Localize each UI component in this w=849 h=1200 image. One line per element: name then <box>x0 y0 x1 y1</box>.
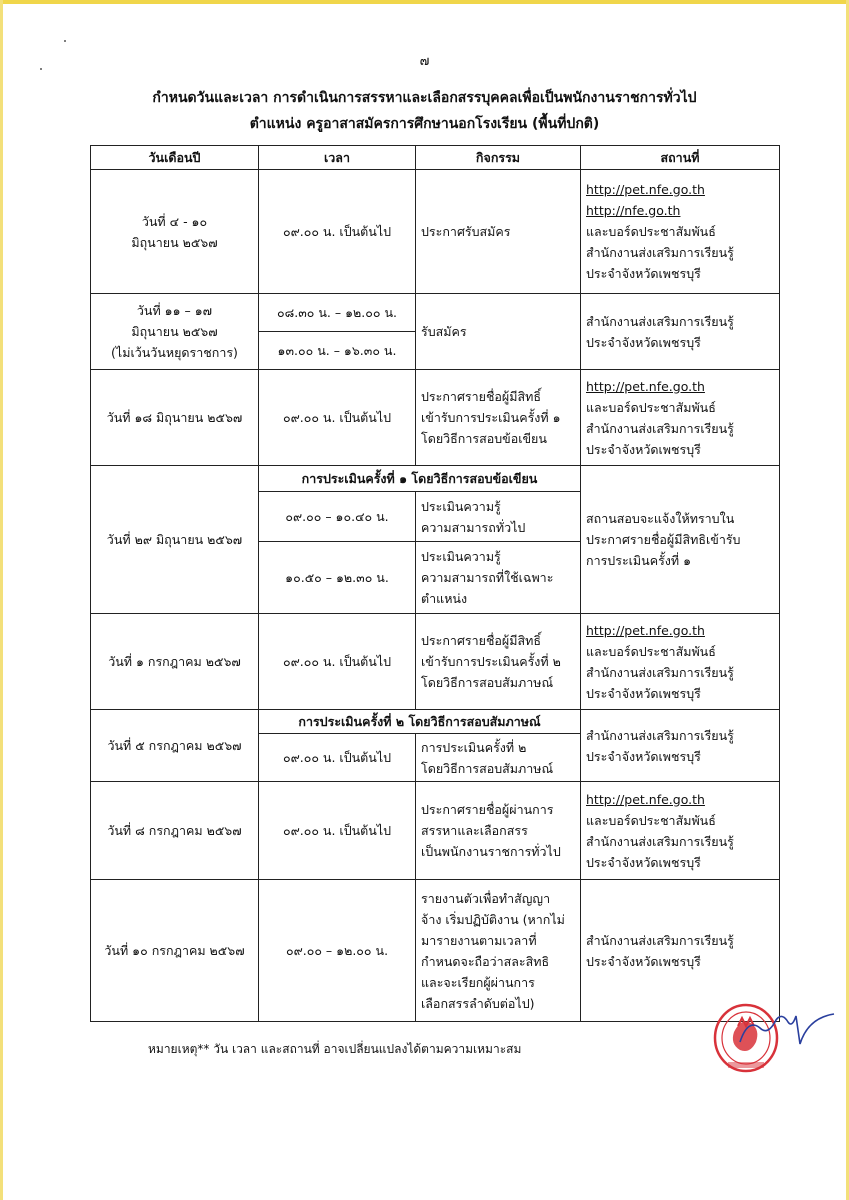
place-cell: สำนักงานส่งเสริมการเรียนรู้ ประจำจังหวัดเพชรบุรี <box>581 880 780 1022</box>
activity-cell: รายงานตัวเพื่อทำสัญญา จ้าง เริ่มปฏิบัติงาน (หากไม่ มารายงานตามเวลาที่ กำหนดจะถือว่าสละสิทธิ และจะเรียกผู้ผ่านการ เลือกสรรลำดับต่อไป) <box>416 880 581 1022</box>
activity-cell: การประเมินครั้งที่ ๒ โดยวิธีการสอบสัมภาษณ์ <box>416 734 581 782</box>
activity-cell: รับสมัคร <box>416 294 581 370</box>
assessment-subheader: การประเมินครั้งที่ ๑ โดยวิธีการสอบข้อเขียน <box>259 466 581 492</box>
header-activity: กิจกรรม <box>416 146 581 170</box>
table-row <box>91 370 780 466</box>
activity-cell: ประกาศรับสมัคร <box>416 170 581 294</box>
table-row <box>91 614 780 710</box>
time-cell: ๐๙.๐๐ น. เป็นต้นไป <box>259 614 416 710</box>
activity-cell: ประเมินความรู้ ความสามารถที่ใช้เฉพาะ ตำแหน่ง <box>416 542 581 614</box>
time-cell: ๐๙.๐๐ น. เป็นต้นไป <box>259 370 416 466</box>
time-cell: ๐๘.๓๐ น. – ๑๒.๐๐ น. <box>259 294 416 332</box>
table-row <box>91 170 780 294</box>
table-row <box>91 466 780 492</box>
website-link[interactable]: http://pet.nfe.go.th <box>586 182 705 197</box>
place-cell: http://pet.nfe.go.th http://nfe.go.th และบอร์ดประชาสัมพันธ์ สำนักงานส่งเสริมการเรียนรู้ ประจำจังหวัดเพชรบุรี <box>581 170 780 294</box>
assessment-subheader: การประเมินครั้งที่ ๒ โดยวิธีการสอบสัมภาษณ์ <box>259 710 581 734</box>
website-link[interactable]: http://pet.nfe.go.th <box>586 622 705 638</box>
handwritten-signature <box>738 1008 838 1048</box>
activity-cell: ประกาศรายชื่อผู้ผ่านการ สรรหาและเลือกสรร เป็นพนักงานราชการทั่วไป <box>416 782 581 880</box>
schedule-table <box>90 145 780 1022</box>
date-cell: วันที่ ๑๐ กรกฎาคม ๒๕๖๗ <box>91 880 259 1022</box>
time-cell: ๐๙.๐๐ น. เป็นต้นไป <box>259 782 416 880</box>
time-cell: ๑๐.๕๐ – ๑๒.๓๐ น. <box>259 542 416 614</box>
time-cell: ๐๙.๐๐ น. เป็นต้นไป <box>259 734 416 782</box>
place-cell: สถานสอบจะแจ้งให้ทราบใน ประกาศรายชื่อผู้มีสิทธิเข้ารับ การประเมินครั้งที่ ๑ <box>581 466 780 614</box>
activity-cell: ประเมินความรู้ ความสามารถทั่วไป <box>416 492 581 542</box>
time-cell: ๐๙.๐๐ น. เป็นต้นไป <box>259 170 416 294</box>
place-cell: สำนักงานส่งเสริมการเรียนรู้ ประจำจังหวัดเพชรบุรี <box>581 294 780 370</box>
scan-speck <box>64 40 66 42</box>
table-row <box>91 782 780 880</box>
table-header-row <box>91 146 780 170</box>
scan-edge-left <box>0 0 3 1200</box>
document-title-line1: กำหนดวันและเวลา การดำเนินการสรรหาและเลือกสรรบุคคลเพื่อเป็นพนักงานราชการทั่วไป <box>152 90 697 106</box>
date-cell: วันที่ ๑ กรกฎาคม ๒๕๖๗ <box>91 614 259 710</box>
activity-cell: ประกาศรายชื่อผู้มีสิทธิ์ เข้ารับการประเมินครั้งที่ ๒ โดยวิธีการสอบสัมภาษณ์ <box>416 614 581 710</box>
place-cell: http://pet.nfe.go.th และบอร์ดประชาสัมพันธ์ สำนักงานส่งเสริมการเรียนรู้ ประจำจังหวัดเพชรบุรี <box>581 782 780 880</box>
date-cell: วันที่ ๘ กรกฎาคม ๒๕๖๗ <box>91 782 259 880</box>
time-cell: ๐๙.๐๐ – ๑๐.๔๐ น. <box>259 492 416 542</box>
place-cell: http://pet.nfe.go.th และบอร์ดประชาสัมพันธ์ สำนักงานส่งเสริมการเรียนรู้ ประจำจังหวัดเพชรบุรี <box>581 614 780 710</box>
footnote: หมายเหตุ** วัน เวลา และสถานที่ อาจเปลี่ยนแปลงได้ตามความเหมาะสม <box>148 1042 522 1056</box>
time-cell: ๐๙.๐๐ – ๑๒.๐๐ น. <box>259 880 416 1022</box>
date-cell: วันที่ ๕ กรกฎาคม ๒๕๖๗ <box>91 710 259 782</box>
header-place: สถานที่ <box>581 146 780 170</box>
header-time: เวลา <box>259 146 416 170</box>
table-row <box>91 880 780 1022</box>
website-link[interactable]: http://nfe.go.th <box>586 203 681 218</box>
place-cell: สำนักงานส่งเสริมการเรียนรู้ ประจำจังหวัดเพชรบุรี <box>581 710 780 782</box>
date-cell: วันที่ ๒๙ มิถุนายน ๒๕๖๗ <box>91 466 259 614</box>
document-title-line2: ตำแหน่ง ครูอาสาสมัครการศึกษานอกโรงเรียน (พื้นที่ปกติ) <box>249 116 600 132</box>
date-cell: วันที่ ๔ - ๑๐ มิถุนายน ๒๕๖๗ <box>91 170 259 294</box>
date-cell: วันที่ ๑๘ มิถุนายน ๒๕๖๗ <box>91 370 259 466</box>
table-row <box>91 710 780 734</box>
activity-cell: ประกาศรายชื่อผู้มีสิทธิ์ เข้ารับการประเมินครั้งที่ ๑ โดยวิธีการสอบข้อเขียน <box>416 370 581 466</box>
place-cell: http://pet.nfe.go.th และบอร์ดประชาสัมพันธ์ สำนักงานส่งเสริมการเรียนรู้ ประจำจังหวัดเพชรบุรี <box>581 370 780 466</box>
website-link[interactable]: http://pet.nfe.go.th <box>586 791 705 807</box>
scan-edge-top <box>0 0 849 4</box>
header-date: วันเดือนปี <box>91 146 259 170</box>
table-row <box>91 294 780 332</box>
page-number: ๗ <box>419 54 430 69</box>
website-link[interactable]: http://pet.nfe.go.th <box>586 378 705 394</box>
time-cell: ๑๓.๐๐ น. – ๑๖.๓๐ น. <box>259 332 416 370</box>
date-cell: วันที่ ๑๑ – ๑๗ มิถุนายน ๒๕๖๗ (ไม่เว้นวันหยุดราชการ) <box>91 294 259 370</box>
